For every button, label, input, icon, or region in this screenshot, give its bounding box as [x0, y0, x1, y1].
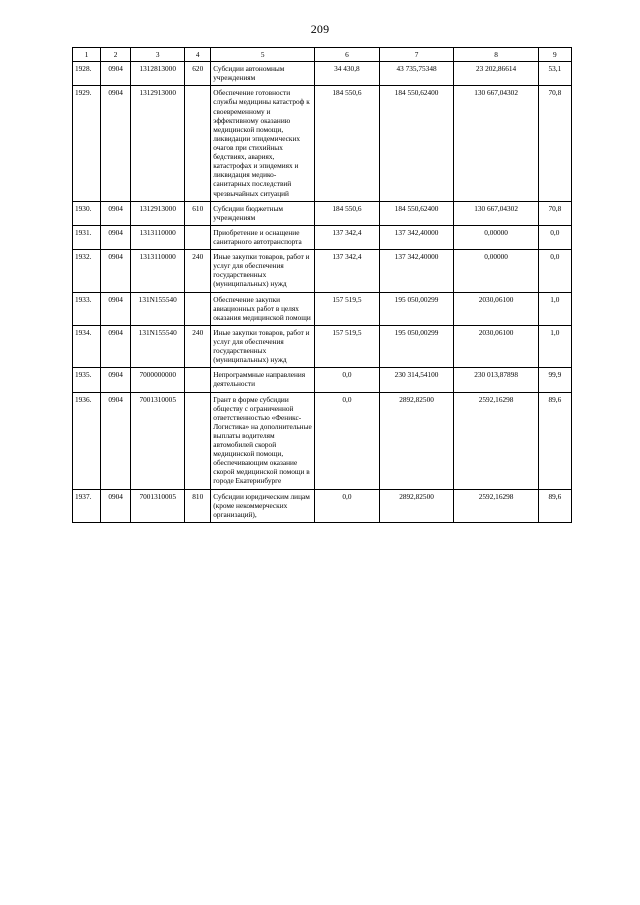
row-name: Субсидии автономным учреждениям [211, 62, 315, 86]
row-program: 7001310005 [131, 489, 185, 522]
row-index: 1933. [73, 292, 101, 325]
row-value-7: 184 550,62400 [379, 86, 454, 201]
row-value-8: 230 013,87898 [454, 368, 538, 392]
row-value-7: 230 314,54100 [379, 368, 454, 392]
row-index: 1930. [73, 201, 101, 225]
column-number-5: 5 [211, 48, 315, 62]
table-row [73, 225, 572, 249]
row-type [185, 225, 211, 249]
row-index: 1935. [73, 368, 101, 392]
row-program: 1313110000 [131, 250, 185, 292]
row-value-6: 184 550,6 [315, 201, 379, 225]
row-section: 0904 [101, 392, 131, 489]
row-type [185, 368, 211, 392]
row-program: 7000000000 [131, 368, 185, 392]
row-value-8: 2592,16298 [454, 392, 538, 489]
row-value-6: 137 342,4 [315, 250, 379, 292]
row-program: 131N155540 [131, 325, 185, 367]
column-number-3: 3 [131, 48, 185, 62]
row-type [185, 292, 211, 325]
row-program: 131N155540 [131, 292, 185, 325]
row-value-7: 195 050,00299 [379, 292, 454, 325]
row-name: Субсидии юридическим лицам (кроме некоммерческих организаций), [211, 489, 315, 522]
column-number-1: 1 [73, 48, 101, 62]
budget-table [72, 47, 572, 523]
row-section: 0904 [101, 250, 131, 292]
row-index: 1934. [73, 325, 101, 367]
row-value-9: 1,0 [538, 292, 571, 325]
table-row [73, 368, 572, 392]
row-value-7: 137 342,40000 [379, 225, 454, 249]
row-type [185, 392, 211, 489]
row-index: 1932. [73, 250, 101, 292]
row-value-7: 195 050,00299 [379, 325, 454, 367]
column-number-2: 2 [101, 48, 131, 62]
page-number: 209 [310, 22, 330, 36]
row-name: Непрограммные направления деятельности [211, 368, 315, 392]
row-value-6: 157 519,5 [315, 292, 379, 325]
table-row [73, 392, 572, 489]
row-value-9: 70,8 [538, 86, 571, 201]
row-program: 1312913000 [131, 86, 185, 201]
table-row [73, 325, 572, 367]
column-number-6: 6 [315, 48, 379, 62]
row-value-6: 184 550,6 [315, 86, 379, 201]
row-type: 240 [185, 250, 211, 292]
row-section: 0904 [101, 489, 131, 522]
budget-table-container [0, 47, 640, 523]
table-row [73, 201, 572, 225]
row-index: 1937. [73, 489, 101, 522]
row-value-8: 130 667,04302 [454, 201, 538, 225]
column-number-7: 7 [379, 48, 454, 62]
table-body [73, 48, 572, 523]
row-value-6: 137 342,4 [315, 225, 379, 249]
row-name: Обеспечение готовности службы медицины катастроф к своевременному и эффективному оказанию медицинской помощи, ликвидации эпидемических очагов при стихийных бедствиях, авариях, катастрофах и эпидемиях и ликвидация медико-санитарных последствий чрезвычайных ситуаций [211, 86, 315, 201]
row-value-9: 70,8 [538, 201, 571, 225]
row-value-8: 0,00000 [454, 250, 538, 292]
row-value-6: 157 519,5 [315, 325, 379, 367]
row-value-8: 2030,06100 [454, 325, 538, 367]
row-value-7: 2892,82500 [379, 489, 454, 522]
row-value-6: 0,0 [315, 392, 379, 489]
row-value-8: 23 202,86614 [454, 62, 538, 86]
row-value-9: 0,0 [538, 250, 571, 292]
row-section: 0904 [101, 201, 131, 225]
row-name: Грант в форме субсидии обществу с ограниченной ответственностью «Феникс-Логистика» на дополнительные выплаты водителям автомобилей скорой медицинской помощи, обеспечивающим оказание скорой медицинской помощи в городе Екатеринбурге [211, 392, 315, 489]
row-index: 1928. [73, 62, 101, 86]
table-header-row [73, 48, 572, 62]
row-name: Иные закупки товаров, работ и услуг для обеспечения государственных (муниципальных) нужд [211, 325, 315, 367]
row-name: Субсидии бюджетным учреждениям [211, 201, 315, 225]
row-section: 0904 [101, 86, 131, 201]
row-index: 1929. [73, 86, 101, 201]
table-row [73, 292, 572, 325]
row-section: 0904 [101, 62, 131, 86]
table-row [73, 250, 572, 292]
row-value-9: 0,0 [538, 225, 571, 249]
row-index: 1931. [73, 225, 101, 249]
row-value-9: 53,1 [538, 62, 571, 86]
row-value-6: 34 430,8 [315, 62, 379, 86]
row-program: 1312913000 [131, 201, 185, 225]
table-row [73, 86, 572, 201]
row-type: 610 [185, 201, 211, 225]
row-name: Иные закупки товаров, работ и услуг для обеспечения государственных (муниципальных) нужд [211, 250, 315, 292]
row-type: 810 [185, 489, 211, 522]
row-value-6: 0,0 [315, 489, 379, 522]
row-value-9: 89,6 [538, 489, 571, 522]
row-index: 1936. [73, 392, 101, 489]
row-value-8: 130 667,04302 [454, 86, 538, 201]
row-type: 620 [185, 62, 211, 86]
row-value-9: 99,9 [538, 368, 571, 392]
row-section: 0904 [101, 225, 131, 249]
row-type: 240 [185, 325, 211, 367]
row-program: 1313110000 [131, 225, 185, 249]
column-number-9: 9 [538, 48, 571, 62]
row-value-7: 43 735,75348 [379, 62, 454, 86]
row-program: 7001310005 [131, 392, 185, 489]
row-value-8: 2030,06100 [454, 292, 538, 325]
row-type [185, 86, 211, 201]
row-value-8: 0,00000 [454, 225, 538, 249]
row-value-7: 184 550,62400 [379, 201, 454, 225]
row-value-7: 137 342,40000 [379, 250, 454, 292]
row-value-8: 2592,16298 [454, 489, 538, 522]
row-value-9: 1,0 [538, 325, 571, 367]
row-section: 0904 [101, 292, 131, 325]
row-value-9: 89,6 [538, 392, 571, 489]
column-number-8: 8 [454, 48, 538, 62]
row-name: Приобретение и оснащение санитарного автотранспорта [211, 225, 315, 249]
row-name: Обеспечение закупки авиационных работ в целях оказания медицинской помощи [211, 292, 315, 325]
row-value-7: 2892,82500 [379, 392, 454, 489]
table-row [73, 489, 572, 522]
row-section: 0904 [101, 325, 131, 367]
column-number-4: 4 [185, 48, 211, 62]
row-program: 1312813000 [131, 62, 185, 86]
table-row [73, 62, 572, 86]
row-value-6: 0,0 [315, 368, 379, 392]
row-section: 0904 [101, 368, 131, 392]
